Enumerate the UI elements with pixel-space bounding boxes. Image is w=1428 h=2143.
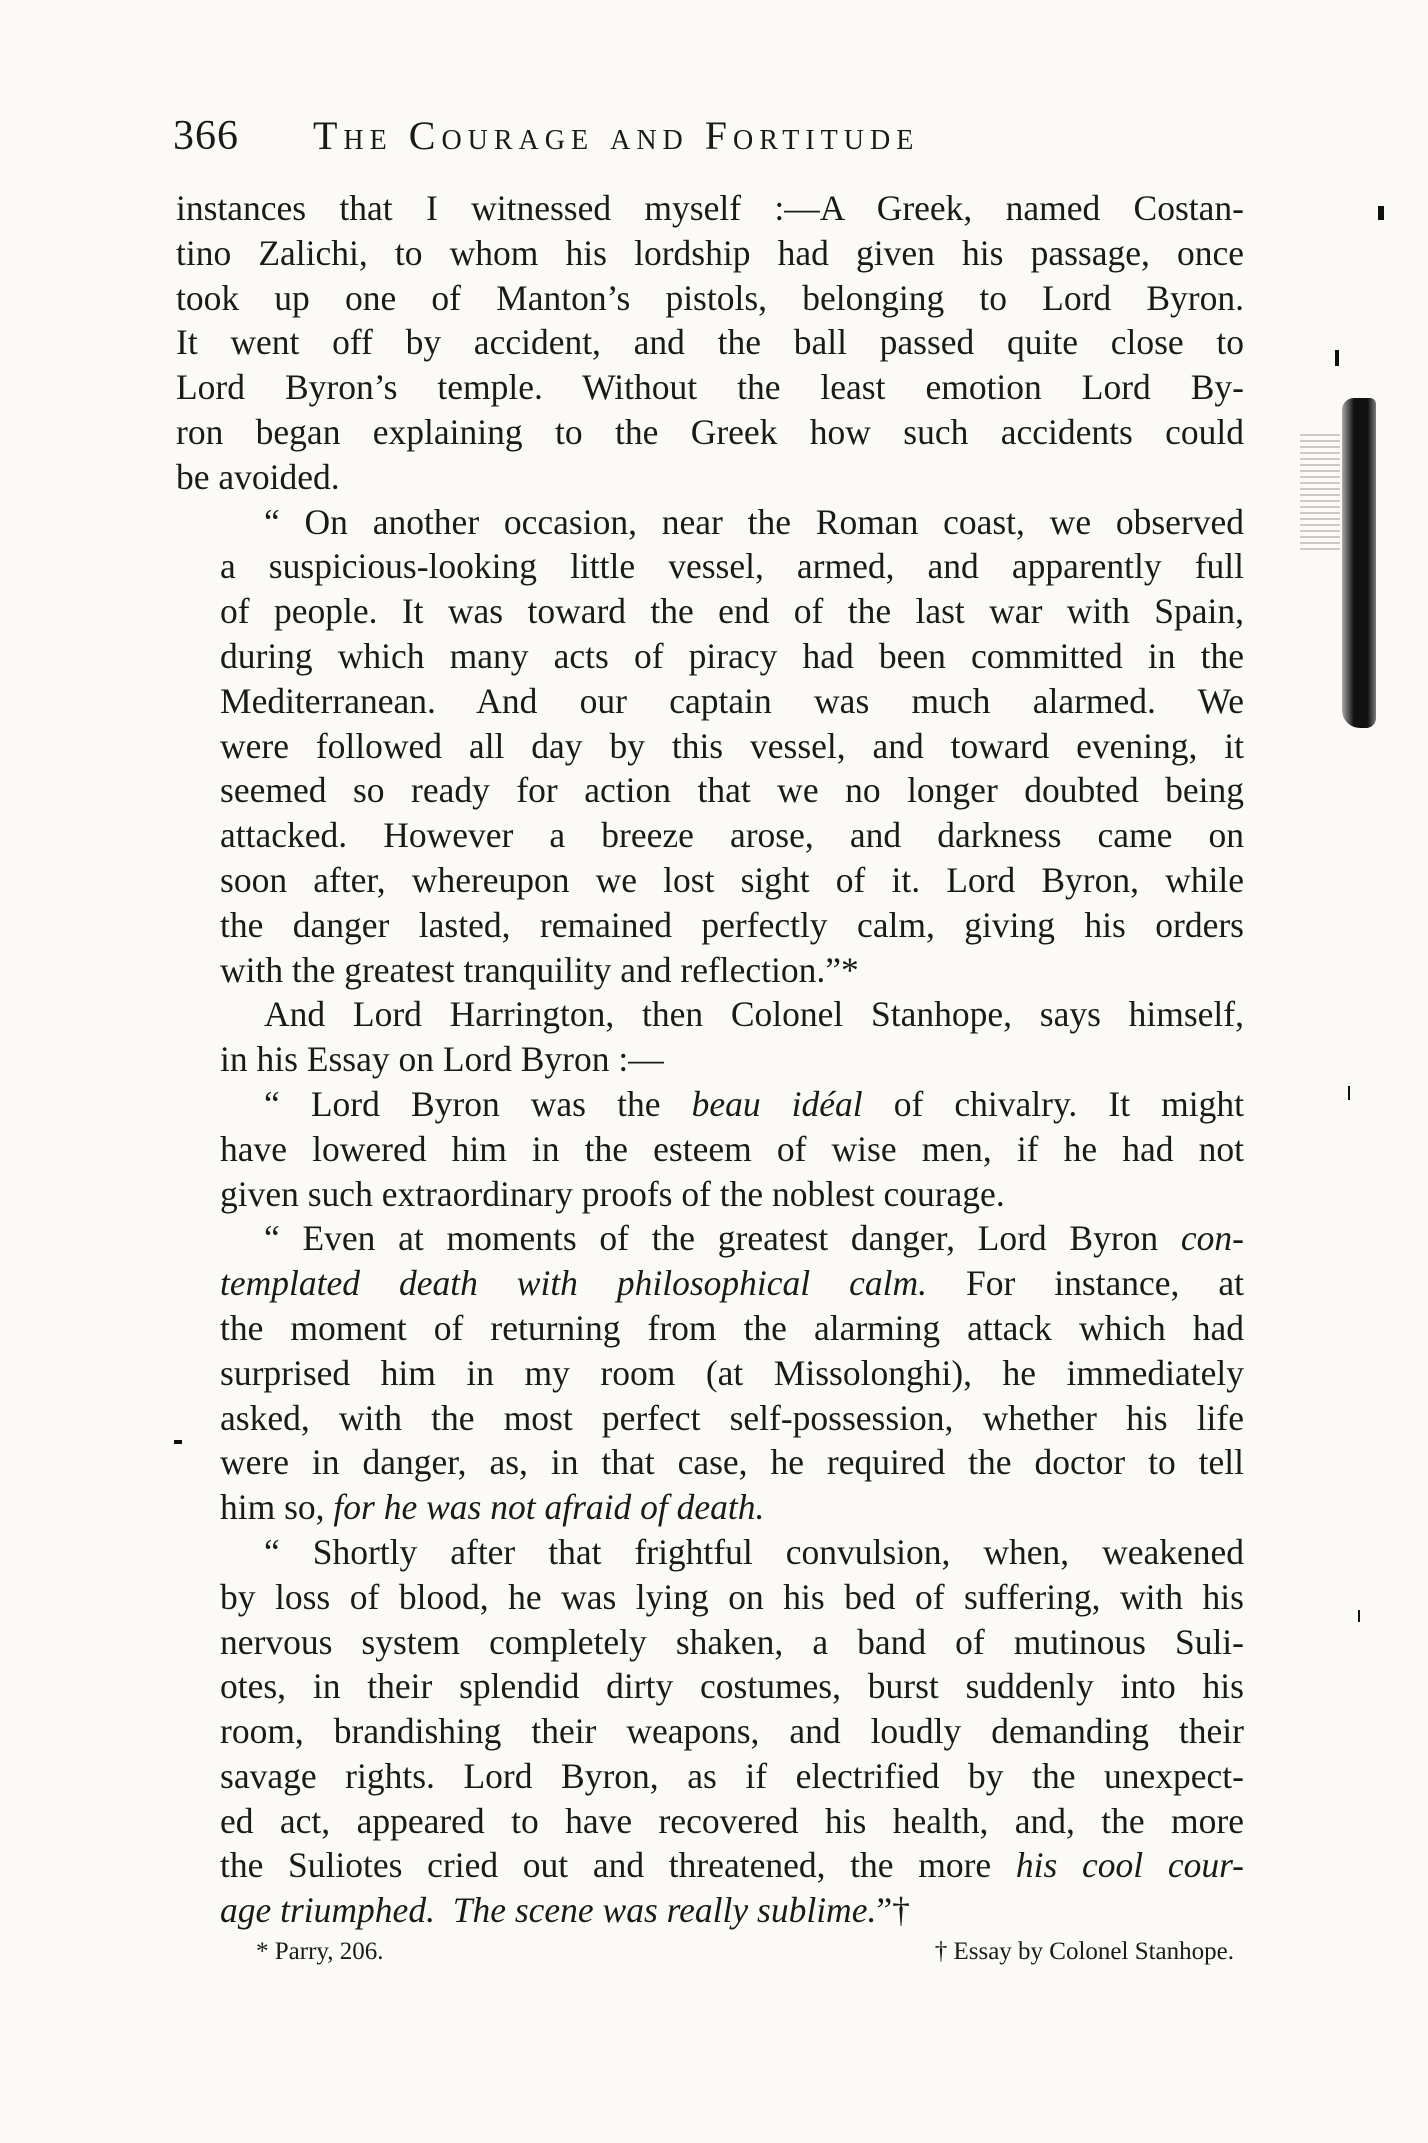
- text-line: [176, 1843, 1244, 1888]
- paragraph-suliotes: [176, 1530, 1244, 1933]
- text-run: the Suliotes cried out and threatened, the more: [220, 1845, 1016, 1886]
- footnotes: [176, 1938, 1244, 1966]
- text-line: [176, 1082, 1244, 1127]
- paragraph-roman-coast: [176, 500, 1244, 993]
- text-line: in his Essay on Lord Byron :—: [220, 1039, 664, 1080]
- text-line: It went off by accident, and the ball passed quite close to: [176, 322, 1244, 363]
- body-text: [176, 186, 1244, 1933]
- text-run: “ Even at moments of the greatest danger, Lord Byron: [264, 1218, 1181, 1259]
- scan-artifact-smudge: [1300, 430, 1340, 550]
- text-line: of people. It was toward the end of the last war with Spain,: [220, 591, 1244, 632]
- text-line: a suspicious-looking little vessel, armed, and apparently full: [220, 546, 1244, 587]
- page-number: 366: [173, 113, 239, 159]
- text-line: [176, 1888, 1244, 1933]
- scan-artifact-mark: [174, 1440, 182, 1444]
- emphasis: templated death with philosophical calm.: [220, 1263, 927, 1304]
- scan-artifact-mark: [1348, 1086, 1350, 1100]
- scan-artifact-mark: [1358, 1610, 1360, 1622]
- text-run: [435, 1890, 453, 1930]
- text-line: were followed all day by this vessel, and toward evening, it: [220, 725, 1244, 766]
- text-run: him so,: [220, 1487, 334, 1528]
- text-run: For instance, at: [927, 1263, 1244, 1304]
- footnote-parry: * Parry, 206.: [256, 1938, 384, 1965]
- text-line: attacked. However a breeze arose, and darkness came on: [220, 815, 1244, 856]
- text-line: “ Shortly after that frightful convulsion, when, weakened: [264, 1531, 1244, 1572]
- text-line: soon after, whereupon we lost sight of it. Lord Byron, while: [220, 859, 1244, 900]
- paragraph-chivalry: [176, 1082, 1244, 1216]
- text-line: ron began explaining to the Greek how such accidents could: [176, 411, 1244, 452]
- text-line: asked, with the most perfect self-possession, whether his life: [220, 1397, 1244, 1438]
- text-run: of chivalry. It might: [862, 1083, 1245, 1124]
- text-line: savage rights. Lord Byron, as if electrified by the unexpect-: [220, 1755, 1244, 1796]
- text-line: ed act, appeared to have recovered his health, and, the more: [220, 1800, 1244, 1841]
- scan-artifact-mark: [1335, 350, 1339, 366]
- text-line: given such extraordinary proofs of the noblest courage.: [220, 1173, 1005, 1214]
- emphasis: for he was not afraid of death.: [333, 1487, 765, 1528]
- text-run: ”†: [876, 1890, 910, 1931]
- text-line: the danger lasted, remained perfectly calm, giving his orders: [220, 904, 1244, 945]
- text-line: “ On another occasion, near the Roman coast, we observed: [264, 501, 1244, 542]
- text-run: “ Lord Byron was the: [264, 1083, 692, 1124]
- text-line: room, brandishing their weapons, and loudly demanding their: [220, 1711, 1244, 1752]
- paragraph-danger: [176, 1216, 1244, 1530]
- text-line: [176, 1216, 1244, 1261]
- text-line: tino Zalichi, to whom his lordship had given his passage, once: [176, 232, 1244, 273]
- emphasis: con-: [1180, 1218, 1244, 1259]
- text-line: took up one of Manton’s pistols, belonging to Lord Byron.: [176, 277, 1244, 318]
- text-line: nervous system completely shaken, a band of mutinous Suli-: [220, 1621, 1244, 1662]
- text-line: instances that I witnessed myself :—A Greek, named Costan-: [176, 188, 1244, 228]
- emphasis: beau idéal: [691, 1083, 863, 1124]
- text-line: otes, in their splendid dirty costumes, burst suddenly into his: [220, 1666, 1244, 1707]
- text-line: with the greatest tranquility and reflection.”*: [220, 949, 859, 990]
- page-header: [173, 112, 1253, 172]
- text-line: Lord Byron’s temple. Without the least emotion Lord By-: [176, 367, 1244, 408]
- text-line: Mediterranean. And our captain was much alarmed. We: [220, 680, 1244, 721]
- paragraph-harrington: [176, 992, 1244, 1082]
- scan-artifact-mark: [1378, 206, 1384, 220]
- text-line: [176, 1261, 1244, 1306]
- footnote-essay: † Essay by Colonel Stanhope.: [934, 1938, 1234, 1965]
- text-line: during which many acts of piracy had been committed in the: [220, 635, 1244, 676]
- text-line: the moment of returning from the alarming attack which had: [220, 1307, 1244, 1348]
- text-line: be avoided.: [176, 456, 340, 497]
- text-line: were in danger, as, in that case, he required the doctor to tell: [220, 1442, 1244, 1483]
- text-line: surprised him in my room (at Missolonghi), he immediately: [220, 1352, 1244, 1393]
- text-line: have lowered him in the esteem of wise men, if he had not: [220, 1128, 1244, 1169]
- text-line: seemed so ready for action that we no longer doubted being: [220, 770, 1244, 811]
- text-line: And Lord Harrington, then Colonel Stanhope, says himself,: [264, 994, 1244, 1035]
- text-line: by loss of blood, he was lying on his bed of suffering, with his: [220, 1576, 1244, 1617]
- paragraph-greek-pistol: [176, 186, 1244, 500]
- emphasis: The scene was really sublime.: [452, 1890, 877, 1931]
- running-head: The Courage and Fortitude: [313, 113, 920, 158]
- scan-artifact-blot: [1342, 398, 1376, 728]
- text-line: [176, 1485, 1244, 1530]
- emphasis: age triumphed.: [220, 1890, 435, 1931]
- emphasis: his cool cour-: [1015, 1845, 1245, 1886]
